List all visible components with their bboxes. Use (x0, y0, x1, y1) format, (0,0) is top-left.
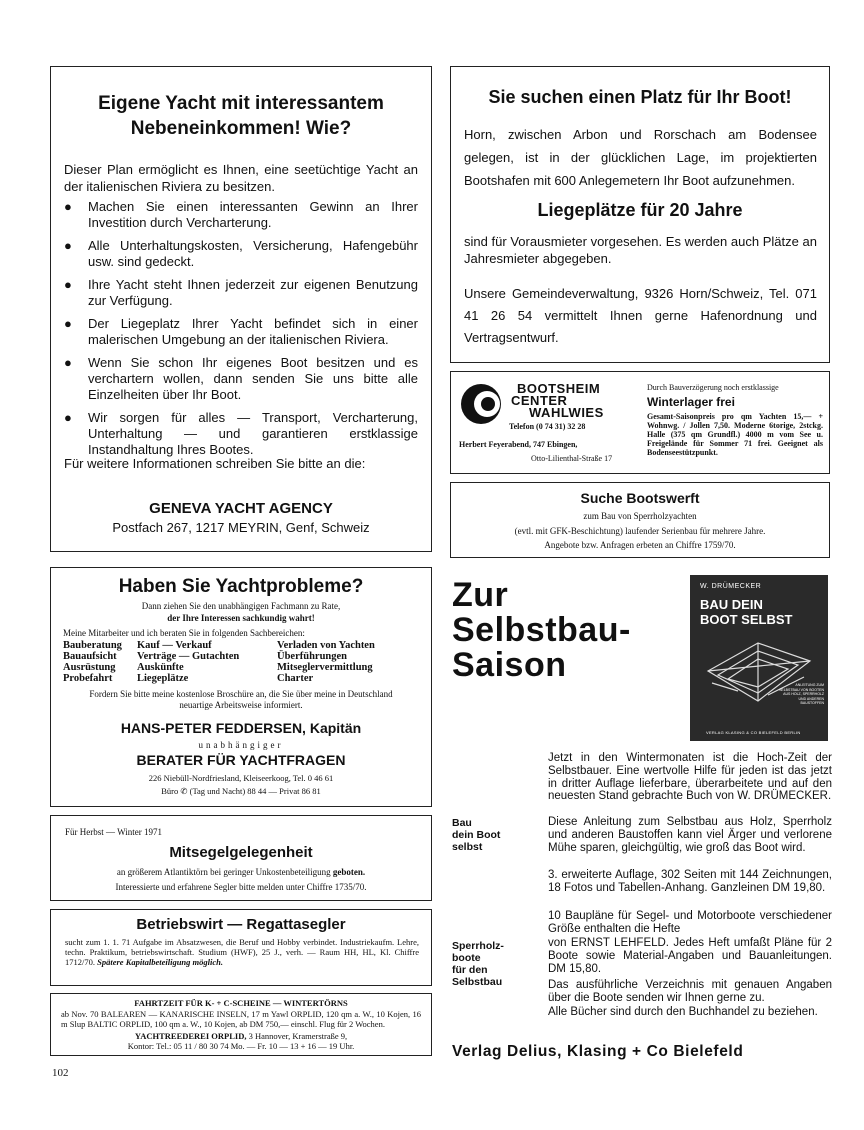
list-item: ● Ihre Yacht steht Ihnen jederzeit zur eigenen Benutzung zur Verfügung. (64, 277, 418, 309)
list-item: ● Alle Unterhaltungskosten, Versicherung, Hafengebühr usw. sind gedeckt. (64, 238, 418, 270)
list-item: ● Machen Sie einen interessanten Gewinn an Ihrer Investition durch Vercharterung. (64, 199, 418, 231)
feddersen-spaced: unabhängiger (198, 740, 284, 750)
boatyard-line-2: (evtl. mit GFK-Beschichtung) laufender Serienbau für mehrere Jahre. (514, 526, 766, 536)
list-item: ● Wir sorgen für alles — Transport, Vercharterung, Unterhaltung — und garantieren erstklassige Instandhaltung Ihres Bootes. (64, 410, 418, 458)
feddersen-intro-2: der Ihre Interessen sachkundig wahrt! (167, 613, 315, 623)
bootsheim-phone: Telefon (0 74 31) 32 28 (509, 422, 586, 431)
area-item: Auskünfte (137, 662, 184, 673)
feddersen-address: 226 Niebüll-Nordfriesland, Kleiseerkoog, Tel. 0 46 61 (148, 773, 334, 783)
area-item: Überführungen (277, 651, 348, 662)
selbstbau-headline: Zur Selbstbau- Saison (452, 576, 631, 684)
geneva-info: Für weitere Informationen schreiben Sie bitte an die: (64, 456, 366, 471)
selbstbau-paragraph-4: 10 Baupläne für Segel- und Motorboote verschiedener Größe enthalten die Hefte (548, 910, 832, 935)
geneva-title: Eigene Yacht mit interessantem Nebeneinkommen! Wie? (98, 93, 384, 139)
area-item: Kauf — Verkauf (137, 640, 212, 651)
label-sperrholzboote: Sperrholz- boote für den Selbstbau (452, 940, 504, 988)
feddersen-title: Haben Sie Yachtprobleme? (118, 576, 364, 597)
orplid-company: YACHTREEDEREI ORPLID, (134, 1031, 247, 1041)
crew-line-2: Interessierte und erfahrene Segler bitte melden unter Chiffre 1735/70. (115, 882, 367, 892)
bootsheim-logo-icon (459, 382, 503, 426)
boatyard-title: Suche Bootswerft (580, 490, 700, 506)
area-item: Charter (277, 673, 314, 684)
orplid-ad (50, 993, 432, 1056)
feddersen-intro-3: Meine Mitarbeiter und ich beraten Sie in folgenden Sachbereichen: (63, 628, 305, 638)
orplid-company-line (51, 1031, 431, 1041)
bootsheim-logo-line-1: BOOTSHEIM (517, 381, 601, 396)
berth-text-1: Horn, zwischen Arbon und Rorschach am Bodensee gelegen, ist in der glücklichen Lage, im projektierten Bootshafen mit 600 Anlegemetern Ihr Boot aufzunehmen. (464, 127, 817, 188)
book-subtitle: ANLEITUNG ZUM SELBSTBAU VON BOOTEN AUS HOLZ, SPERRHOLZ UND ANDEREN BAUSTOFFEN (779, 683, 824, 705)
book-title: BAU DEIN BOOT SELBST (700, 597, 793, 627)
berth-text-3: Unsere Gemeindeverwaltung, 9326 Horn/Schweiz, Tel. 071 41 26 54 vermittelt Ihnen gerne Hafenordnung und Vertragsentwurf. (464, 286, 817, 345)
bootsheim-contact-2: Otto-Lilienthal-Straße 17 (531, 454, 613, 463)
page-number: 102 (52, 1067, 69, 1079)
selbstbau-paragraph-5: von ERNST LEHFELD. Jedes Heft umfaßt Pläne für 2 Boote sowie Material-Angaben und Bauanleitungen. DM 15,80. (548, 937, 832, 975)
area-item: Liegeplätze (137, 673, 189, 684)
list-item: ● Wenn Sie schon Ihr eigenes Boot besitzen und es verchartern wollen, dann senden Sie uns bitte alle Einzelheiten über Ihr Boot. (64, 355, 418, 403)
bootsheim-logo-line-3: WAHLWIES (529, 405, 604, 420)
telephone-icon: ✆ (180, 786, 188, 796)
economist-text-bold: Spätere Kapitalbeteiligung möglich. (97, 957, 223, 967)
geneva-agency-name: GENEVA YACHT AGENCY (149, 500, 333, 517)
area-item: Verträge — Gutachten (137, 651, 240, 662)
economist-title: Betriebswirt — Regattasegler (136, 916, 346, 933)
bootsheim-details: Gesamt-Saisonpreis pro qm Yachten 15,— + Wohnwg. / Jollen 7,50. Moderne 6torige, 2stckg. Halle (375 qm Grundfl.) 4000 m vom See u. Freigelände für Sommer 71 frei. Geeignet als Bodenseestützpunkt. (647, 412, 823, 457)
crew-line-1-bold: geboten. (332, 867, 366, 877)
geneva-intro: Dieser Plan ermöglicht es Ihnen, eine seetüchtige Yacht an der italienischen Riviera zu besitzen. (64, 162, 418, 194)
berth-title: Sie suchen einen Platz für Ihr Boot! (488, 87, 792, 107)
boatyard-line-1: zum Bau von Sperrholzyachten (583, 511, 697, 521)
phone-numbers: (Tag und Nacht) 88 44 — Privat 86 81 (189, 786, 321, 796)
berth-text-2: sind für Vorausmieter vorgesehen. Es werden auch Plätze an Jahresmieter abgegeben. (464, 234, 817, 266)
feddersen-ad (50, 567, 432, 807)
office-label: Büro (161, 786, 179, 796)
feddersen-phone (51, 786, 431, 797)
selbstbau-paragraph-7: Alle Bücher sind durch den Buchhandel zu beziehen. (548, 1006, 818, 1018)
label-bau-dein-boot: Bau dein Boot selbst (452, 817, 501, 853)
crew-line-1 (51, 867, 431, 877)
bootsheim-headline: Winterlager frei (647, 395, 735, 409)
economist-text-body: sucht zum 1. 1. 71 Aufgabe im Absatzwesen, die Beruf und Hobby verbindet. Industriekaufm. Lehre, techn. Praktikum, betriebswirtschaft. Studium (HWF), 25 J., verh. — Raum HH, HL, Kl. Chiffre 1712/70. (65, 937, 419, 967)
book-author: W. DRÜMECKER (700, 583, 762, 590)
feddersen-name: HANS-PETER FEDDERSEN, Kapitän (120, 720, 362, 736)
area-item: Verladen von Yachten (277, 640, 375, 651)
area-item: Bauaufsicht (63, 651, 117, 662)
orplid-contact: Kontor: Tel.: 05 11 / 80 30 74 Mo. — Fr. 10 — 13 + 16 — 19 Uhr. (127, 1041, 355, 1051)
geneva-yacht-ad (50, 66, 432, 552)
boatyard-wanted-ad (450, 482, 830, 558)
feddersen-brochure: Fordern Sie bitte meine kostenlose Broschüre an, die Sie über meine in Deutschland neuartige Arbeitsweise informiert. (89, 689, 393, 710)
selbstbau-paragraph-2: Diese Anleitung zum Selbstbau aus Holz, Sperrholz und anderen Baustoffen kann viel Ärger und verlorene Mühe sparen, gleichgültig, wie groß das Boot wird. (548, 816, 832, 854)
crew-line-1-text: an größerem Atlantiktörn bei geringer Unkostenbeteiligung (116, 867, 331, 877)
area-item: Ausrüstung (63, 662, 116, 673)
bootsheim-ad (450, 371, 830, 474)
publisher-line: Verlag Delius, Klasing + Co Bielefeld (452, 1043, 744, 1060)
crew-opportunity-ad (50, 815, 432, 901)
selbstbau-paragraph-6: Das ausführliche Verzeichnis mit genauen Angaben über die Boote senden wir Ihnen gerne zu. (548, 979, 832, 1004)
bootsheim-logo-line-2: CENTER (511, 393, 568, 408)
geneva-bullets (64, 199, 418, 465)
economist-text (65, 937, 419, 967)
geneva-address: Postfach 267, 1217 MEYRIN, Genf, Schweiz (112, 520, 370, 535)
orplid-title: FAHRTZEIT FÜR K- + C-SCHEINE — WINTERTÖRNS (134, 998, 348, 1008)
feddersen-role: BERATER FÜR YACHTFRAGEN (136, 752, 346, 768)
selbstbau-paragraph-1: Jetzt in den Wintermonaten ist die Hoch-Zeit der Selbstbauer. Eine wertvolle Hilfe für jeden ist das jetzt in dritter Auflage lieferbare, überarbeitete und auf den neuesten Stand gebrachte Buch von W. DRÜMECKER. (548, 752, 832, 803)
crew-title: Mitsegelgelegenheit (169, 844, 313, 861)
orplid-address: 3 Hannover, Kramerstraße 9, (248, 1031, 348, 1041)
boatyard-line-3: Angebote bzw. Anfragen erbeten an Chiffre 1759/70. (544, 540, 736, 550)
orplid-text: ab Nov. 70 BALEAREN — KANARISCHE INSELN, 17 m Yawl ORPLID, 120 qm a. W., 10 Kojen, 16 m Slup BALTIC ORPLID, 100 qm a. W., 10 Kojen, ab DM 750,— einschl. Flug für 2 Wochen. (61, 1009, 421, 1029)
area-item: Mitseglervermittlung (277, 662, 373, 673)
selbstbau-paragraph-3: 3. erweiterte Auflage, 302 Seiten mit 144 Zeichnungen, 18 Fotos und Tabellen-Anhang. Ganzleinen DM 19,80. (548, 869, 832, 894)
area-item: Bauberatung (63, 640, 122, 651)
bootsheim-contact-1: Herbert Feyerabend, 747 Ebingen, (459, 440, 578, 449)
feddersen-areas (63, 640, 421, 684)
book-publisher: VERLAG KLASING & CO BIELEFELD BERLIN (706, 730, 801, 735)
book-cover (690, 575, 828, 741)
boat-berth-ad (450, 66, 830, 363)
area-item: Probefahrt (63, 673, 113, 684)
bootsheim-note: Durch Bauverzögerung noch erstklassige (647, 383, 779, 392)
feddersen-intro-1: Dann ziehen Sie den unabhängigen Fachmann zu Rate, (141, 601, 341, 611)
business-economist-ad (50, 909, 432, 986)
crew-period: Für Herbst — Winter 1971 (65, 827, 162, 837)
list-item: ● Der Liegeplatz Ihrer Yacht befindet sich in einer malerischen Umgebung an der italienischen Riviera. (64, 316, 418, 348)
berth-subtitle: Liegeplätze für 20 Jahre (537, 200, 743, 220)
